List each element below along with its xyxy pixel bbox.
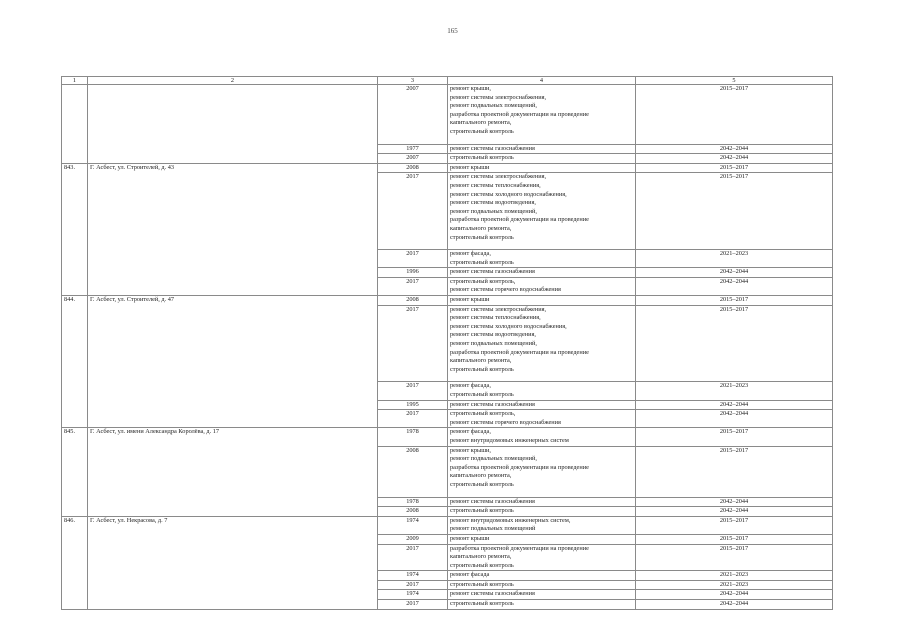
last-repair-year: 1974 xyxy=(378,571,448,581)
work-description xyxy=(448,600,636,610)
work-description xyxy=(448,250,636,268)
planned-period: 2042–2044 xyxy=(636,410,833,428)
planned-period: 2042–2044 xyxy=(636,268,833,278)
last-repair-year: 1995 xyxy=(378,400,448,410)
planned-period: 2042–2044 xyxy=(636,600,833,610)
last-repair-year: 2017 xyxy=(378,250,448,268)
work-description xyxy=(448,382,636,400)
building-address: Г. Асбест, ул. имени Александра Королёва, д. 17 xyxy=(88,428,378,516)
item-number: 845. xyxy=(62,428,88,516)
work-description xyxy=(448,144,636,154)
work-line: ремонт системы газоснабжения xyxy=(450,590,535,598)
last-repair-year: 2017 xyxy=(378,580,448,590)
last-repair-year: 2008 xyxy=(378,163,448,173)
last-repair-year: 2017 xyxy=(378,305,448,382)
work-line: ремонт системы холодного водоснабжения, xyxy=(450,322,567,330)
work-line: капитального ремонта, xyxy=(450,472,512,480)
last-repair-year: 2007 xyxy=(378,85,448,145)
last-repair-year: 1996 xyxy=(378,268,448,278)
work-description xyxy=(448,305,636,382)
building-address: Г. Асбест, ул. Строителей, д. 47 xyxy=(88,296,378,428)
last-repair-year: 2007 xyxy=(378,154,448,164)
last-repair-year: 1974 xyxy=(378,590,448,600)
work-line: разработка проектной документации на проведение xyxy=(450,348,589,356)
work-line: капитального ремонта, xyxy=(450,553,512,561)
work-description xyxy=(448,296,636,306)
work-line: ремонт системы электроснабжения, xyxy=(450,93,547,101)
work-line: ремонт системы электроснабжения, xyxy=(450,305,547,313)
last-repair-year: 2017 xyxy=(378,173,448,250)
planned-period: 2015–2017 xyxy=(636,305,833,382)
last-repair-year: 2008 xyxy=(378,296,448,306)
planned-period: 2042–2044 xyxy=(636,277,833,295)
work-description xyxy=(448,446,636,497)
item-number xyxy=(62,85,88,164)
planned-period: 2042–2044 xyxy=(636,497,833,507)
planned-period: 2042–2044 xyxy=(636,144,833,154)
cell-spacer xyxy=(450,490,633,497)
work-line: ремонт внутридомовых инженерных систем, xyxy=(450,516,571,524)
table-row xyxy=(62,516,833,534)
work-line: разработка проектной документации на проведение xyxy=(450,216,589,224)
work-line: ремонт системы теплоснабжения, xyxy=(450,181,541,189)
work-line: разработка проектной документации на проведение xyxy=(450,544,589,552)
work-description xyxy=(448,428,636,446)
planned-period: 2015–2017 xyxy=(636,446,833,497)
work-description xyxy=(448,507,636,517)
work-line: ремонт фасада, xyxy=(450,428,491,436)
last-repair-year: 1974 xyxy=(378,516,448,534)
work-line: ремонт крыши xyxy=(450,163,490,171)
work-line: строительный контроль xyxy=(450,154,514,162)
page-number: 165 xyxy=(447,27,458,35)
last-repair-year: 2017 xyxy=(378,544,448,571)
planned-period: 2015–2017 xyxy=(636,544,833,571)
planned-period: 2015–2017 xyxy=(636,516,833,534)
table-row xyxy=(62,85,833,145)
last-repair-year: 1977 xyxy=(378,144,448,154)
planned-period: 2042–2044 xyxy=(636,590,833,600)
header-cell: 2 xyxy=(88,77,378,85)
planned-period: 2015–2017 xyxy=(636,534,833,544)
work-line: ремонт фасада, xyxy=(450,382,491,390)
work-line: строительный контроль xyxy=(450,127,514,135)
work-line: строительный контроль xyxy=(450,600,514,608)
work-line: ремонт крыши, xyxy=(450,446,492,454)
work-description xyxy=(448,580,636,590)
repair-schedule-table xyxy=(61,76,833,610)
header-cell: 1 xyxy=(62,77,88,85)
header-cell: 4 xyxy=(448,77,636,85)
work-description xyxy=(448,571,636,581)
work-line: ремонт системы газоснабжения xyxy=(450,144,535,152)
work-line: ремонт фасада, xyxy=(450,250,491,258)
last-repair-year: 2017 xyxy=(378,277,448,295)
last-repair-year: 2008 xyxy=(378,446,448,497)
work-line: ремонт системы электроснабжения, xyxy=(450,173,547,181)
work-line: строительный контроль xyxy=(450,258,514,266)
last-repair-year: 2017 xyxy=(378,382,448,400)
planned-period: 2042–2044 xyxy=(636,507,833,517)
work-line: ремонт подвальных помещений, xyxy=(450,102,537,110)
item-number: 846. xyxy=(62,516,88,609)
table-row xyxy=(62,296,833,306)
planned-period: 2015–2017 xyxy=(636,296,833,306)
work-line: ремонт подвальных помещений, xyxy=(450,455,537,463)
work-line: разработка проектной документации на проведение xyxy=(450,110,589,118)
work-line: ремонт системы холодного водоснабжения, xyxy=(450,190,567,198)
work-description xyxy=(448,173,636,250)
planned-period: 2015–2017 xyxy=(636,163,833,173)
table-body xyxy=(62,77,833,610)
work-line: ремонт системы горячего водоснабжения xyxy=(450,418,561,426)
work-line: ремонт системы газоснабжения xyxy=(450,400,535,408)
work-line: ремонт подвальных помещений, xyxy=(450,207,537,215)
item-number: 844. xyxy=(62,296,88,428)
work-line: ремонт системы газоснабжения xyxy=(450,497,535,505)
work-description xyxy=(448,154,636,164)
work-line: строительный контроль xyxy=(450,507,514,515)
planned-period: 2042–2044 xyxy=(636,400,833,410)
last-repair-year: 2009 xyxy=(378,534,448,544)
work-description xyxy=(448,277,636,295)
work-line: ремонт фасада xyxy=(450,571,490,579)
building-address: Г. Асбест, ул. Некрасова, д. 7 xyxy=(88,516,378,609)
work-line: ремонт подвальных помещений xyxy=(450,525,536,533)
planned-period: 2015–2017 xyxy=(636,85,833,145)
work-line: капитального ремонта, xyxy=(450,224,512,232)
work-line: строительный контроль xyxy=(450,480,514,488)
last-repair-year: 2017 xyxy=(378,410,448,428)
building-address: Г. Асбест, ул. Строителей, д. 43 xyxy=(88,163,378,295)
last-repair-year: 2008 xyxy=(378,507,448,517)
building-address xyxy=(88,85,378,164)
work-line: строительный контроль, xyxy=(450,410,516,418)
work-line: ремонт системы водоотведения, xyxy=(450,331,536,339)
planned-period: 2021–2023 xyxy=(636,382,833,400)
planned-period: 2021–2023 xyxy=(636,571,833,581)
table-row xyxy=(62,428,833,446)
planned-period: 2015–2017 xyxy=(636,173,833,250)
work-line: ремонт системы газоснабжения xyxy=(450,268,535,276)
header-cell: 5 xyxy=(636,77,833,85)
cell-spacer xyxy=(450,374,633,381)
item-number: 843. xyxy=(62,163,88,295)
last-repair-year: 1978 xyxy=(378,428,448,446)
work-description xyxy=(448,497,636,507)
table-row xyxy=(62,163,833,173)
planned-period: 2021–2023 xyxy=(636,580,833,590)
work-description xyxy=(448,534,636,544)
work-line: капитального ремонта, xyxy=(450,357,512,365)
work-line: ремонт крыши xyxy=(450,534,490,542)
work-description xyxy=(448,516,636,534)
work-description xyxy=(448,410,636,428)
work-line: ремонт системы водоотведения, xyxy=(450,199,536,207)
work-description xyxy=(448,268,636,278)
work-description xyxy=(448,544,636,571)
work-line: ремонт внутридомовых инженерных систем xyxy=(450,436,569,444)
planned-period: 2042–2044 xyxy=(636,154,833,164)
work-line: капитального ремонта, xyxy=(450,119,512,127)
work-line: ремонт подвальных помещений, xyxy=(450,340,537,348)
work-description xyxy=(448,85,636,145)
work-line: строительный контроль xyxy=(450,561,514,569)
work-line: строительный контроль xyxy=(450,391,514,398)
last-repair-year: 1978 xyxy=(378,497,448,507)
planned-period: 2015–2017 xyxy=(636,428,833,446)
work-line: ремонт крыши, xyxy=(450,85,492,92)
work-line: строительный контроль xyxy=(450,233,514,241)
last-repair-year: 2017 xyxy=(378,600,448,610)
work-line: ремонт системы теплоснабжения, xyxy=(450,314,541,322)
header-cell: 3 xyxy=(378,77,448,85)
cell-spacer xyxy=(450,242,633,249)
work-description xyxy=(448,590,636,600)
work-line: строительный контроль xyxy=(450,580,514,588)
work-line: строительный контроль xyxy=(450,365,514,373)
work-line: ремонт системы горячего водоснабжения xyxy=(450,286,561,294)
work-description xyxy=(448,400,636,410)
work-line: строительный контроль, xyxy=(450,277,516,285)
work-line: разработка проектной документации на проведение xyxy=(450,463,589,471)
planned-period: 2021–2023 xyxy=(636,250,833,268)
work-line: ремонт крыши xyxy=(450,296,490,304)
cell-spacer xyxy=(450,137,633,144)
header-row xyxy=(62,77,833,85)
work-description xyxy=(448,163,636,173)
